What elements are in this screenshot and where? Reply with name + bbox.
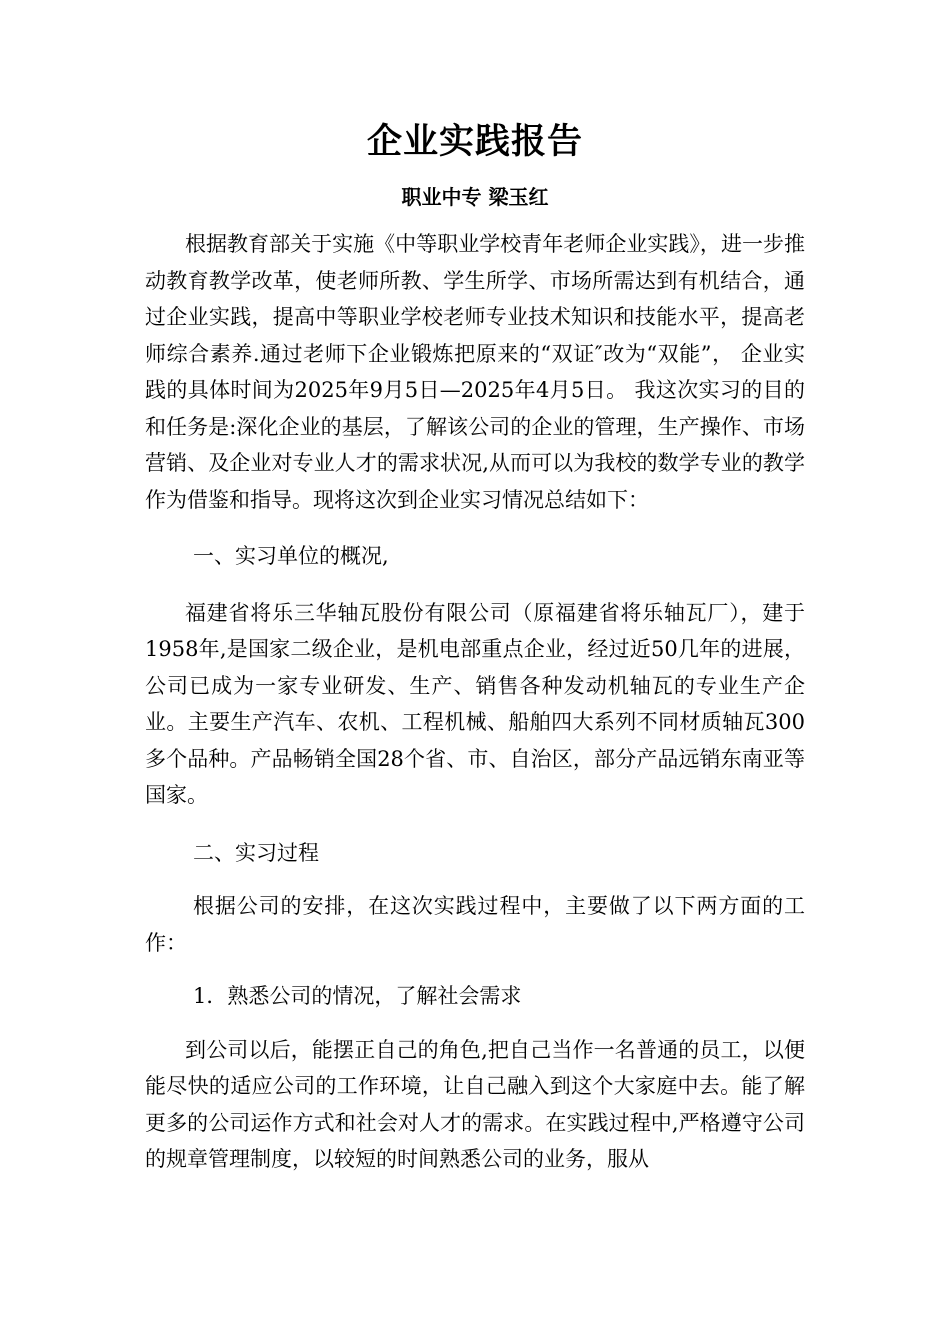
subsection-heading-familiarize: 1．熟悉公司的情况，了解社会需求: [193, 984, 522, 1008]
process-paragraph: 根据公司的安排，在这次实践过程中，主要做了以下两方面的工作：: [145, 894, 805, 955]
document-title: 企业实践报告: [366, 121, 583, 162]
section-heading-overview: 一、实习单位的概况,: [193, 544, 389, 568]
familiarize-paragraph: 到公司以后，能摆正自己的角色,把自己当作一名普通的员工，以便能尽快的适应公司的工作环境，让自己融入到这个大家庭中去。能了解更多的公司运作方式和社会对人才的需求。在实践过程中,严格遵守公司的规章管理制度，以较短的时间熟悉公司的业务，服从: [145, 1037, 805, 1171]
document-page: [145, 110, 805, 1178]
section-heading-process: 二、实习过程: [193, 840, 319, 865]
overview-paragraph: 福建省将乐三华轴瓦股份有限公司（原福建省将乐轴瓦厂），建于1958年,是国家二级企业，是机电部重点企业，经过近50几年的进展， 公司已成为一家专业研发、生产、销售各种发动机轴瓦的专业生产企业。主要生产汽车、农机、工程机械、船舶四大系列不同材质轴瓦300多个品种。产品畅销全国28个省、市、自治区，部分产品远销东南亚等国家。: [145, 600, 805, 807]
document-subtitle: 职业中专 梁玉红: [401, 185, 549, 209]
intro-paragraph: 根据教育部关于实施《中等职业学校青年老师企业实践》，进一步推动教育教学改革，使老师所教、学生所学、市场所需达到有机结合，通过企业实践，提高中等职业学校老师专业技术知识和技能水平，提高老师综合素养.通过老师下企业锻炼把原来的“双证″改为“双能”， 企业实践的具体时间为2025年9月5日—2025年4月5日。 我这次实习的目的和任务是:深化企业的基层，了解该公司的企业的管理，生产操作、市场营销、及企业对专业人才的需求状况,从而可以为我校的数学专业的教学作为借鉴和指导。现将这次到企业实习情况总结如下：: [145, 232, 805, 512]
